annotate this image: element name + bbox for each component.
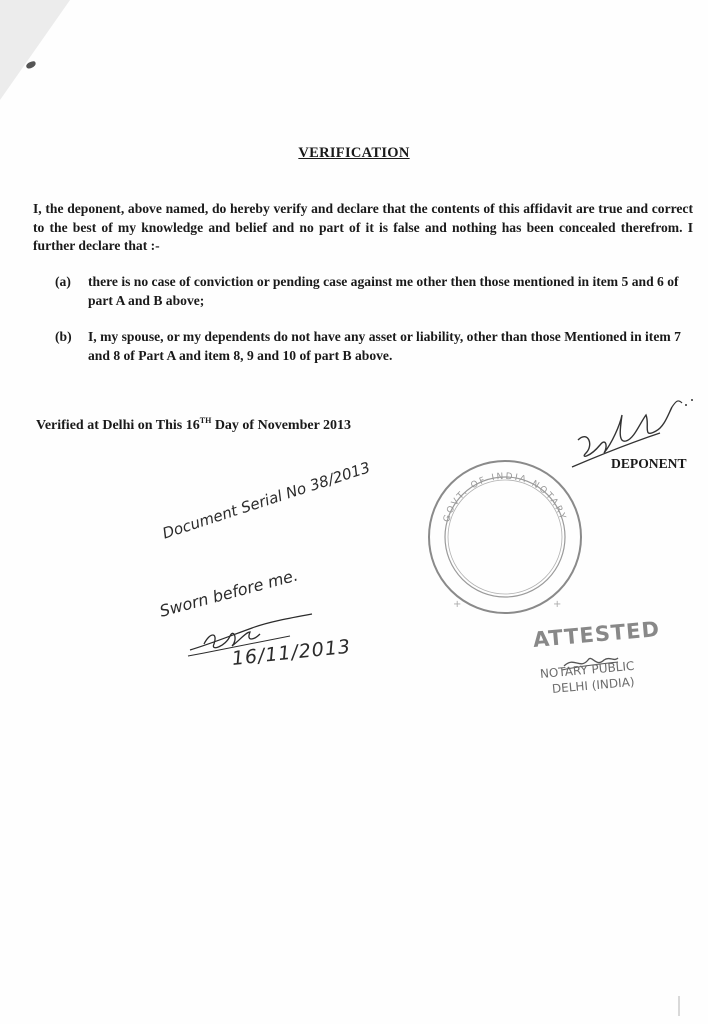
svg-text:GOVT. OF INDIA NOTARY [442,472,568,524]
date-superscript: TH [199,416,212,425]
document-title [0,145,708,162]
intro-paragraph: I, the deponent, above named, do hereby verify and declare that the contents of this affidavit are true and correct to the best of my knowledge and belief and no part of it is false and nothing has been concealed therefrom. I further declare that :- [33,201,693,253]
item-marker: (a) [55,274,71,289]
folded-corner [0,0,70,100]
stamp-notary-public-text: NOTARY PUBLIC [539,658,635,681]
verified-suffix: Day of November 2013 [211,418,352,433]
item-marker: (b) [55,329,72,344]
stamp-location-text: DELHI (INDIA) [551,674,636,696]
handwritten-attestation [150,458,450,690]
svg-text:+: + [553,599,562,610]
declaration-item-a [55,272,690,310]
deponent-label: DEPONENT [611,456,687,471]
seal-ring-text: GOVT. OF INDIA NOTARY [442,471,568,524]
stamp-attested-text: ATTESTED [531,616,661,652]
verified-prefix: Verified at Delhi on This 16 [36,418,200,433]
handwritten-date: 16/11/2013 [230,635,353,670]
handwritten-serial-number: Document Serial No 38/2013 [160,458,373,543]
item-text: I, my spouse, or my dependents do not have any asset or liability, other than those Mentioned in item 7 and 8 of Part A and item 8, 9 and 10 of part B above. [88,329,681,363]
verification-date-line [36,416,351,434]
svg-text:+: + [453,599,462,610]
handwritten-sworn-note: Sworn before me. [157,565,300,621]
notary-stamp [525,616,665,710]
scan-artifact [678,996,680,1016]
declaration-item-b [55,327,690,365]
item-text: there is no case of conviction or pending case against me other then those mentioned in item 5 and 6 of part A and B above; [88,274,679,308]
title-text: VERIFICATION [298,145,410,161]
